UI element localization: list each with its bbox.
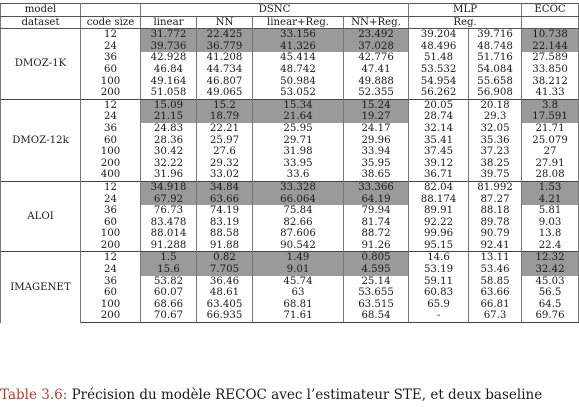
table-row	[1, 41, 579, 53]
value-cell: 31.98	[253, 146, 344, 158]
value-cell: 31.96	[141, 169, 197, 181]
value-cell: 53.655	[344, 287, 409, 299]
value-cell: 89.78	[469, 217, 522, 229]
value-cell: 53.052	[253, 87, 344, 99]
table-row	[1, 52, 579, 64]
value-cell: 36.71	[409, 169, 469, 181]
value-cell: 49.065	[197, 87, 253, 99]
value-cell: 56.262	[409, 87, 469, 99]
value-cell: 87.27	[469, 194, 522, 206]
value-cell: 34.918	[141, 181, 197, 193]
value-cell: 10.738	[522, 29, 579, 41]
value-cell: 27.589	[522, 52, 579, 64]
value-cell: 88.58	[197, 228, 253, 240]
value-cell: 15.24	[344, 99, 409, 111]
table-row	[1, 310, 579, 322]
value-cell: 41.33	[522, 87, 579, 99]
value-cell: 1.49	[253, 252, 344, 264]
value-cell: 15.2	[197, 99, 253, 111]
table-row	[1, 194, 579, 206]
value-cell: 71.61	[253, 310, 344, 322]
results-table-container	[0, 3, 579, 323]
table-row	[1, 252, 579, 264]
code-size-cell: 200	[81, 240, 141, 252]
value-cell: 87.606	[253, 228, 344, 240]
header-ecoc-empty	[522, 16, 579, 29]
value-cell: 25.95	[253, 123, 344, 135]
value-cell: 45.74	[253, 276, 344, 288]
value-cell: 35.41	[409, 135, 469, 147]
value-cell: 59.11	[409, 276, 469, 288]
dataset-name: ALOI	[1, 181, 81, 252]
value-cell: 70.67	[141, 310, 197, 322]
value-cell: -	[409, 310, 469, 322]
value-cell: 22.4	[522, 240, 579, 252]
value-cell: 50.984	[253, 76, 344, 88]
value-cell: 1.53	[522, 181, 579, 193]
value-cell: 64.19	[344, 194, 409, 206]
value-cell: 12.32	[522, 252, 579, 264]
header-linear: linear	[141, 16, 197, 29]
value-cell: 35.95	[344, 158, 409, 170]
table-row	[1, 76, 579, 88]
code-size-cell: 60	[81, 217, 141, 229]
value-cell: 14.6	[409, 252, 469, 264]
code-size-cell: 100	[81, 146, 141, 158]
value-cell: 83.19	[197, 217, 253, 229]
value-cell: 32.22	[141, 158, 197, 170]
value-cell: 63	[253, 287, 344, 299]
value-cell: 69.76	[522, 310, 579, 322]
value-cell: 33.328	[253, 181, 344, 193]
header-dsnc: DSNC	[141, 4, 409, 17]
value-cell: 63.405	[197, 299, 253, 311]
value-cell: 68.81	[253, 299, 344, 311]
results-table	[0, 3, 579, 323]
value-cell: 37.45	[409, 146, 469, 158]
value-cell: 13.8	[522, 228, 579, 240]
value-cell: 15.09	[141, 99, 197, 111]
value-cell: 92.41	[469, 240, 522, 252]
code-size-cell: 200	[81, 158, 141, 170]
value-cell: 53.532	[409, 64, 469, 76]
value-cell: 3.8	[522, 99, 579, 111]
value-cell: 46.807	[197, 76, 253, 88]
header-nn-reg: NN+Reg.	[344, 16, 409, 29]
code-size-cell: 24	[81, 41, 141, 53]
value-cell: 0.82	[197, 252, 253, 264]
value-cell: 51.716	[469, 52, 522, 64]
value-cell: 23.492	[344, 29, 409, 41]
value-cell: 37.028	[344, 41, 409, 53]
value-cell: 63.66	[197, 194, 253, 206]
value-cell: 54.084	[469, 64, 522, 76]
value-cell: 67.92	[141, 194, 197, 206]
value-cell: 33.6	[253, 169, 344, 181]
value-cell: 9.01	[253, 264, 344, 276]
code-size-cell: 36	[81, 123, 141, 135]
value-cell: 24.17	[344, 123, 409, 135]
value-cell: 88.174	[409, 194, 469, 206]
value-cell: 33.02	[197, 169, 253, 181]
value-cell: 13.11	[469, 252, 522, 264]
value-cell: 66.81	[469, 299, 522, 311]
value-cell: 51.058	[141, 87, 197, 99]
value-cell: 28.74	[409, 111, 469, 123]
code-size-cell: 200	[81, 310, 141, 322]
value-cell: 91.288	[141, 240, 197, 252]
table-row	[1, 287, 579, 299]
value-cell: 32.42	[522, 264, 579, 276]
code-size-cell: 36	[81, 276, 141, 288]
value-cell: 25.97	[197, 135, 253, 147]
value-cell: 49.164	[141, 76, 197, 88]
value-cell: 39.716	[469, 29, 522, 41]
value-cell: 81.992	[469, 181, 522, 193]
table-row	[1, 217, 579, 229]
value-cell: 47.41	[344, 64, 409, 76]
value-cell: 53.82	[141, 276, 197, 288]
header-empty	[81, 4, 141, 17]
value-cell: 29.96	[344, 135, 409, 147]
header-dataset: dataset	[1, 16, 81, 29]
value-cell: 29.32	[197, 158, 253, 170]
value-cell: 66.935	[197, 310, 253, 322]
table-row	[1, 205, 579, 217]
code-size-cell: 36	[81, 205, 141, 217]
value-cell: 20.05	[409, 99, 469, 111]
value-cell: 27	[522, 146, 579, 158]
table-row	[1, 64, 579, 76]
value-cell: 42.776	[344, 52, 409, 64]
value-cell: 18.79	[197, 111, 253, 123]
value-cell: 15.6	[141, 264, 197, 276]
code-size-cell: 12	[81, 99, 141, 111]
dataset-name: IMAGENET	[1, 252, 81, 323]
value-cell: 28.36	[141, 135, 197, 147]
table-row	[1, 111, 579, 123]
value-cell: 32.14	[409, 123, 469, 135]
value-cell: 63.515	[344, 299, 409, 311]
header-mlp-reg: Reg.	[409, 16, 522, 29]
table-row	[1, 158, 579, 170]
value-cell: 1.5	[141, 252, 197, 264]
code-size-cell: 24	[81, 194, 141, 206]
value-cell: 60.07	[141, 287, 197, 299]
table-row	[1, 135, 579, 147]
value-cell: 33.94	[344, 146, 409, 158]
value-cell: 42.928	[141, 52, 197, 64]
value-cell: 29.3	[469, 111, 522, 123]
value-cell: 44.734	[197, 64, 253, 76]
value-cell: 55.658	[469, 76, 522, 88]
value-cell: 27.6	[197, 146, 253, 158]
table-row	[1, 146, 579, 158]
value-cell: 83.478	[141, 217, 197, 229]
code-size-cell: 100	[81, 76, 141, 88]
value-cell: 88.72	[344, 228, 409, 240]
value-cell: 89.91	[409, 205, 469, 217]
table-row	[1, 276, 579, 288]
value-cell: 15.34	[253, 99, 344, 111]
code-size-cell: 36	[81, 52, 141, 64]
header-linear-reg: linear+Reg.	[253, 16, 344, 29]
header-row-model	[1, 4, 579, 17]
value-cell: 82.66	[253, 217, 344, 229]
value-cell: 0.805	[344, 252, 409, 264]
value-cell: 33.95	[253, 158, 344, 170]
value-cell: 28.08	[522, 169, 579, 181]
header-row-columns	[1, 16, 579, 29]
value-cell: 65.9	[409, 299, 469, 311]
value-cell: 33.366	[344, 181, 409, 193]
value-cell: 22.144	[522, 41, 579, 53]
value-cell: 48.496	[409, 41, 469, 53]
code-size-cell: 60	[81, 64, 141, 76]
value-cell: 38.65	[344, 169, 409, 181]
value-cell: 95.15	[409, 240, 469, 252]
value-cell: 36.46	[197, 276, 253, 288]
value-cell: 39.736	[141, 41, 197, 53]
value-cell: 60.83	[409, 287, 469, 299]
value-cell: 35.36	[469, 135, 522, 147]
value-cell: 27.91	[522, 158, 579, 170]
caption-text: Précision du modèle RECOC avec l’estimateur STE, et deux baseline	[71, 387, 543, 403]
value-cell: 90.542	[253, 240, 344, 252]
table-row	[1, 228, 579, 240]
value-cell: 21.71	[522, 123, 579, 135]
code-size-cell: 60	[81, 287, 141, 299]
table-caption	[0, 387, 579, 403]
value-cell: 21.15	[141, 111, 197, 123]
dataset-name: DMOZ-1K	[1, 29, 81, 100]
table-row	[1, 181, 579, 193]
value-cell: 92.22	[409, 217, 469, 229]
value-cell: 48.61	[197, 287, 253, 299]
code-size-cell: 400	[81, 169, 141, 181]
table-row	[1, 99, 579, 111]
header-ecoc: ECOC	[522, 4, 579, 17]
value-cell: 48.742	[253, 64, 344, 76]
header-nn: NN	[197, 16, 253, 29]
value-cell: 56.908	[469, 87, 522, 99]
value-cell: 58.85	[469, 276, 522, 288]
value-cell: 39.12	[409, 158, 469, 170]
header-model: model	[1, 4, 81, 17]
value-cell: 68.66	[141, 299, 197, 311]
value-cell: 38.212	[522, 76, 579, 88]
value-cell: 54.954	[409, 76, 469, 88]
value-cell: 30.42	[141, 146, 197, 158]
value-cell: 5.81	[522, 205, 579, 217]
value-cell: 91.26	[344, 240, 409, 252]
value-cell: 22.21	[197, 123, 253, 135]
value-cell: 41.326	[253, 41, 344, 53]
value-cell: 22.425	[197, 29, 253, 41]
code-size-cell: 12	[81, 181, 141, 193]
value-cell: 76.73	[141, 205, 197, 217]
value-cell: 48.748	[469, 41, 522, 53]
code-size-cell: 100	[81, 299, 141, 311]
code-size-cell: 100	[81, 228, 141, 240]
value-cell: 56.5	[522, 287, 579, 299]
value-cell: 88.18	[469, 205, 522, 217]
code-size-cell: 60	[81, 135, 141, 147]
value-cell: 36.779	[197, 41, 253, 53]
value-cell: 91.88	[197, 240, 253, 252]
value-cell: 68.54	[344, 310, 409, 322]
value-cell: 33.850	[522, 64, 579, 76]
caption-label: Table 3.6:	[0, 387, 68, 403]
value-cell: 88.014	[141, 228, 197, 240]
value-cell: 63.66	[469, 287, 522, 299]
table-row	[1, 29, 579, 41]
value-cell: 52.355	[344, 87, 409, 99]
code-size-cell: 12	[81, 252, 141, 264]
code-size-cell: 12	[81, 29, 141, 41]
table-row	[1, 169, 579, 181]
value-cell: 37.23	[469, 146, 522, 158]
value-cell: 21.64	[253, 111, 344, 123]
table-row	[1, 240, 579, 252]
value-cell: 19.27	[344, 111, 409, 123]
value-cell: 67.3	[469, 310, 522, 322]
value-cell: 75.84	[253, 205, 344, 217]
value-cell: 25.14	[344, 276, 409, 288]
value-cell: 24.83	[141, 123, 197, 135]
value-cell: 39.75	[469, 169, 522, 181]
code-size-cell: 24	[81, 264, 141, 276]
value-cell: 82.04	[409, 181, 469, 193]
value-cell: 53.19	[409, 264, 469, 276]
value-cell: 49.888	[344, 76, 409, 88]
header-mlp: MLP	[409, 4, 522, 17]
value-cell: 39.204	[409, 29, 469, 41]
value-cell: 25.079	[522, 135, 579, 147]
table-row	[1, 87, 579, 99]
value-cell: 46.84	[141, 64, 197, 76]
table-row	[1, 123, 579, 135]
value-cell: 4.21	[522, 194, 579, 206]
value-cell: 45.414	[253, 52, 344, 64]
table-row	[1, 299, 579, 311]
value-cell: 79.94	[344, 205, 409, 217]
value-cell: 53.46	[469, 264, 522, 276]
value-cell: 32.05	[469, 123, 522, 135]
value-cell: 51.48	[409, 52, 469, 64]
value-cell: 33.156	[253, 29, 344, 41]
table-row	[1, 264, 579, 276]
value-cell: 81.74	[344, 217, 409, 229]
value-cell: 90.79	[469, 228, 522, 240]
value-cell: 41.208	[197, 52, 253, 64]
value-cell: 74.19	[197, 205, 253, 217]
value-cell: 64.5	[522, 299, 579, 311]
value-cell: 29.71	[253, 135, 344, 147]
value-cell: 9.03	[522, 217, 579, 229]
code-size-cell: 200	[81, 87, 141, 99]
value-cell: 7.705	[197, 264, 253, 276]
value-cell: 66.064	[253, 194, 344, 206]
value-cell: 99.96	[409, 228, 469, 240]
value-cell: 34.84	[197, 181, 253, 193]
code-size-cell: 24	[81, 111, 141, 123]
value-cell: 4.595	[344, 264, 409, 276]
value-cell: 38.25	[469, 158, 522, 170]
value-cell: 20.18	[469, 99, 522, 111]
value-cell: 17.591	[522, 111, 579, 123]
dataset-name: DMOZ-12k	[1, 99, 81, 181]
value-cell: 45.03	[522, 276, 579, 288]
value-cell: 31.772	[141, 29, 197, 41]
header-code-size: code size	[81, 16, 141, 29]
